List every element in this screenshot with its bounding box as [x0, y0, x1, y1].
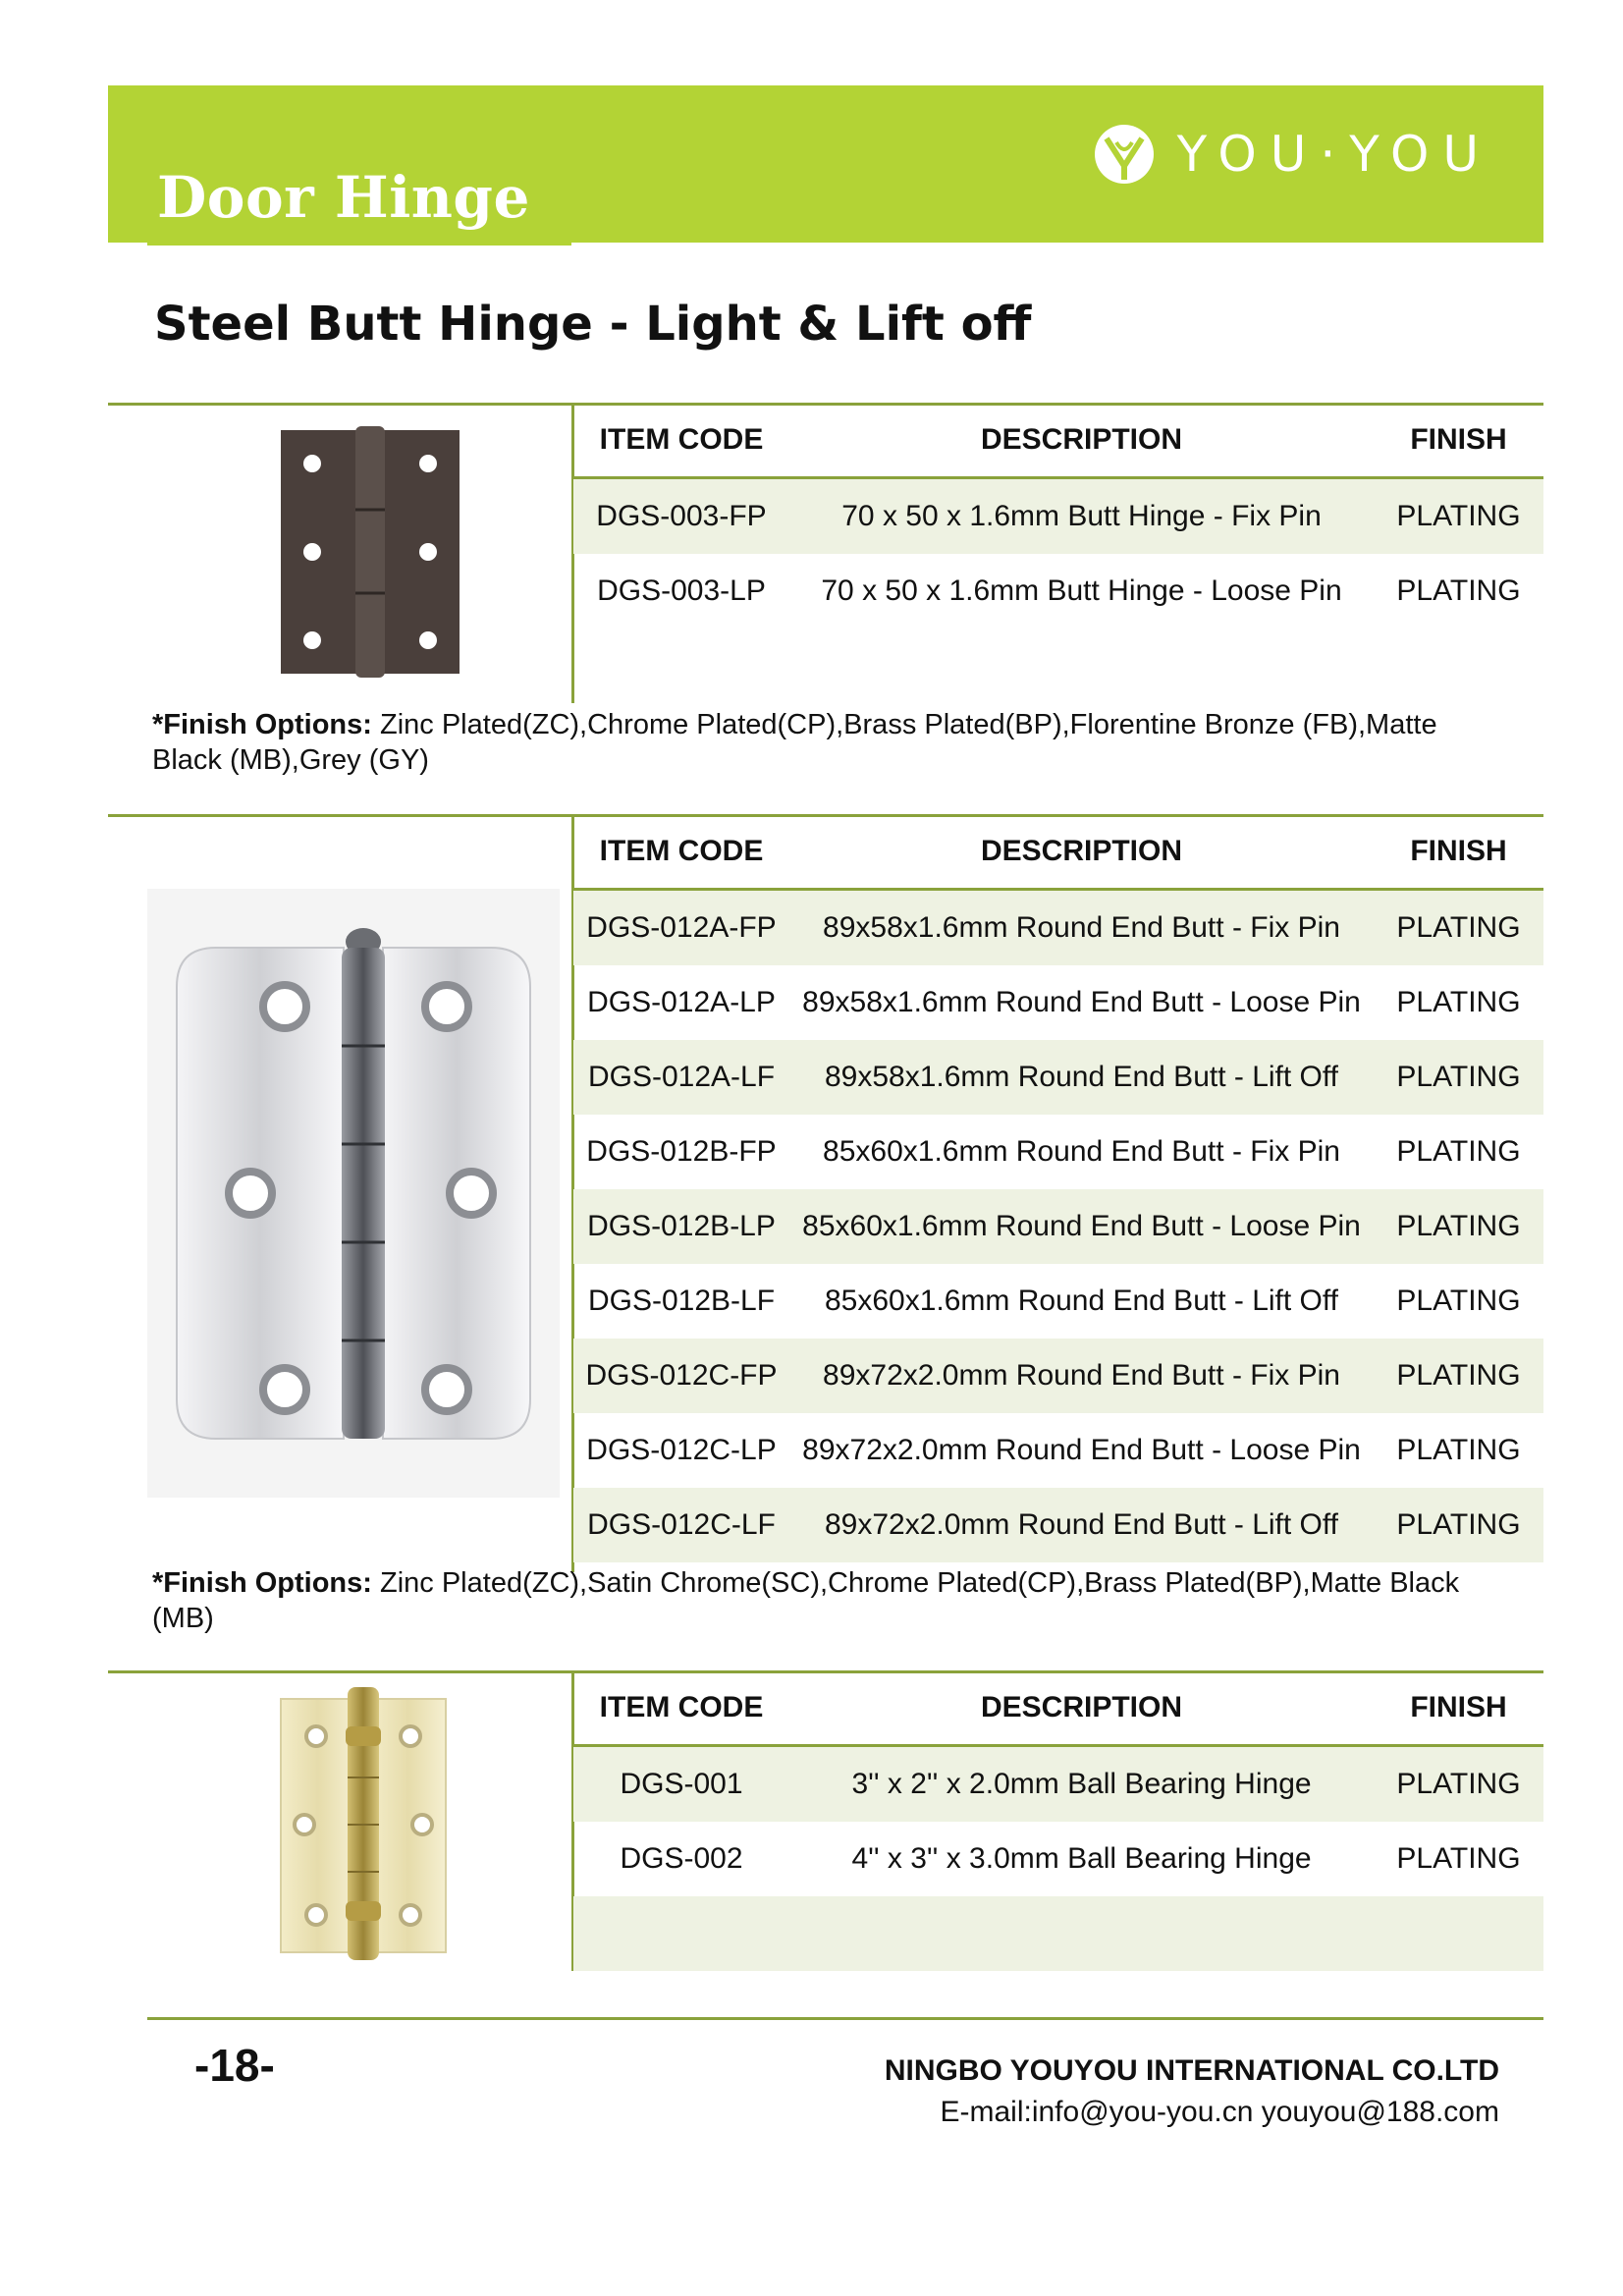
header-banner — [108, 85, 1543, 243]
title-underline — [147, 243, 571, 246]
table-row — [573, 479, 1543, 554]
description: 70 x 50 x 1.6mm Butt Hinge - Loose Pin — [821, 574, 1342, 607]
finish-options-label: *Finish Options: — [152, 1567, 372, 1599]
finish-options-note — [152, 707, 1507, 778]
table-row — [573, 1339, 1543, 1413]
table-row — [573, 1189, 1543, 1264]
table-row — [573, 1413, 1543, 1488]
description: 89x58x1.6mm Round End Butt - Fix Pin — [823, 911, 1340, 944]
description: 3'' x 2'' x 2.0mm Ball Bearing Hinge — [851, 1768, 1312, 1800]
finish-options-note — [152, 1565, 1507, 1636]
table-row — [573, 1040, 1543, 1115]
finish: PLATING — [1396, 500, 1521, 532]
finish-options-text: Zinc Plated(ZC),Chrome Plated(CP),Brass Plated(BP),Florentine Bronze (FB),Matte Black (MB),Grey (GY) — [152, 709, 1437, 776]
item-code: DGS-012B-LF — [587, 1285, 776, 1317]
finish: PLATING — [1396, 1508, 1521, 1541]
item-code: DGS-001 — [620, 1768, 743, 1800]
leaf-logo-icon — [1093, 123, 1156, 186]
finish: PLATING — [1396, 1061, 1521, 1093]
col-item-code: ITEM CODE — [599, 423, 764, 456]
table-row — [573, 891, 1543, 965]
description: 85x60x1.6mm Round End Butt - Loose Pin — [802, 1210, 1361, 1242]
page-number: -18- — [194, 2040, 275, 2091]
finish: PLATING — [1396, 986, 1521, 1018]
company-name: NINGBO YOUYOU INTERNATIONAL CO.LTD — [884, 2054, 1499, 2087]
description: 89x58x1.6mm Round End Butt - Lift Off — [824, 1061, 1339, 1093]
item-code: DGS-012C-LF — [587, 1508, 776, 1541]
table-row — [573, 1115, 1543, 1189]
description: 85x60x1.6mm Round End Butt - Lift Off — [824, 1285, 1339, 1317]
col-finish: FINISH — [1410, 423, 1507, 456]
table-header — [573, 403, 1543, 477]
description: 85x60x1.6mm Round End Butt - Fix Pin — [823, 1135, 1340, 1168]
item-code: DGS-012C-LP — [586, 1434, 777, 1466]
finish: PLATING — [1396, 1135, 1521, 1168]
description: 70 x 50 x 1.6mm Butt Hinge - Fix Pin — [841, 500, 1322, 532]
hinge-image-dark — [277, 426, 463, 678]
col-description: DESCRIPTION — [980, 423, 1183, 456]
item-code: DGS-012A-LF — [587, 1061, 776, 1093]
col-item-code: ITEM CODE — [599, 1691, 764, 1723]
finish-options-text: Zinc Plated(ZC),Satin Chrome(SC),Chrome Plated(CP),Brass Plated(BP),Matte Black (MB) — [152, 1567, 1460, 1634]
finish: PLATING — [1396, 1768, 1521, 1800]
table-row — [573, 1488, 1543, 1562]
table-header — [573, 1670, 1543, 1745]
page-title: Steel Butt Hinge - Light & Lift off — [154, 297, 1032, 352]
finish: PLATING — [1396, 1285, 1521, 1317]
hinge-image-brass — [277, 1687, 450, 1960]
finish: PLATING — [1396, 911, 1521, 944]
table-row — [573, 1264, 1543, 1339]
item-code: DGS-012B-LP — [587, 1210, 776, 1242]
description: 89x72x2.0mm Round End Butt - Loose Pin — [802, 1434, 1361, 1466]
table-row — [573, 965, 1543, 1040]
col-description: DESCRIPTION — [980, 1691, 1183, 1723]
finish: PLATING — [1396, 1210, 1521, 1242]
table-row — [573, 1747, 1543, 1822]
brand-name: YOU·YOU — [1176, 126, 1492, 183]
description: 89x58x1.6mm Round End Butt - Loose Pin — [802, 986, 1361, 1018]
table-row — [573, 554, 1543, 629]
table-row — [573, 1822, 1543, 1896]
item-code: DGS-003-LP — [597, 574, 766, 607]
finish: PLATING — [1396, 1359, 1521, 1392]
table-header — [573, 814, 1543, 889]
description: 4'' x 3'' x 3.0mm Ball Bearing Hinge — [851, 1842, 1312, 1875]
brand-logo — [1093, 123, 1492, 186]
item-code: DGS-012B-FP — [586, 1135, 777, 1168]
col-finish: FINISH — [1410, 835, 1507, 867]
description: 89x72x2.0mm Round End Butt - Fix Pin — [823, 1359, 1340, 1392]
contact-email: E-mail:info@you-you.cn youyou@188.com — [940, 2096, 1499, 2128]
col-item-code: ITEM CODE — [599, 835, 764, 867]
finish: PLATING — [1396, 1434, 1521, 1466]
finish-options-label: *Finish Options: — [152, 709, 372, 740]
table-row — [573, 1896, 1543, 1971]
item-code: DGS-003-FP — [596, 500, 767, 532]
finish: PLATING — [1396, 574, 1521, 607]
section-title: Door Hinge — [157, 164, 530, 231]
hinge-image-chrome — [147, 889, 560, 1498]
item-code: DGS-012A-LP — [587, 986, 776, 1018]
col-description: DESCRIPTION — [980, 835, 1183, 867]
col-finish: FINISH — [1410, 1691, 1507, 1723]
finish: PLATING — [1396, 1842, 1521, 1875]
footer-divider — [147, 2017, 1543, 2020]
item-code: DGS-002 — [620, 1842, 743, 1875]
item-code: DGS-012A-FP — [586, 911, 777, 944]
description: 89x72x2.0mm Round End Butt - Lift Off — [824, 1508, 1339, 1541]
item-code: DGS-012C-FP — [585, 1359, 778, 1392]
